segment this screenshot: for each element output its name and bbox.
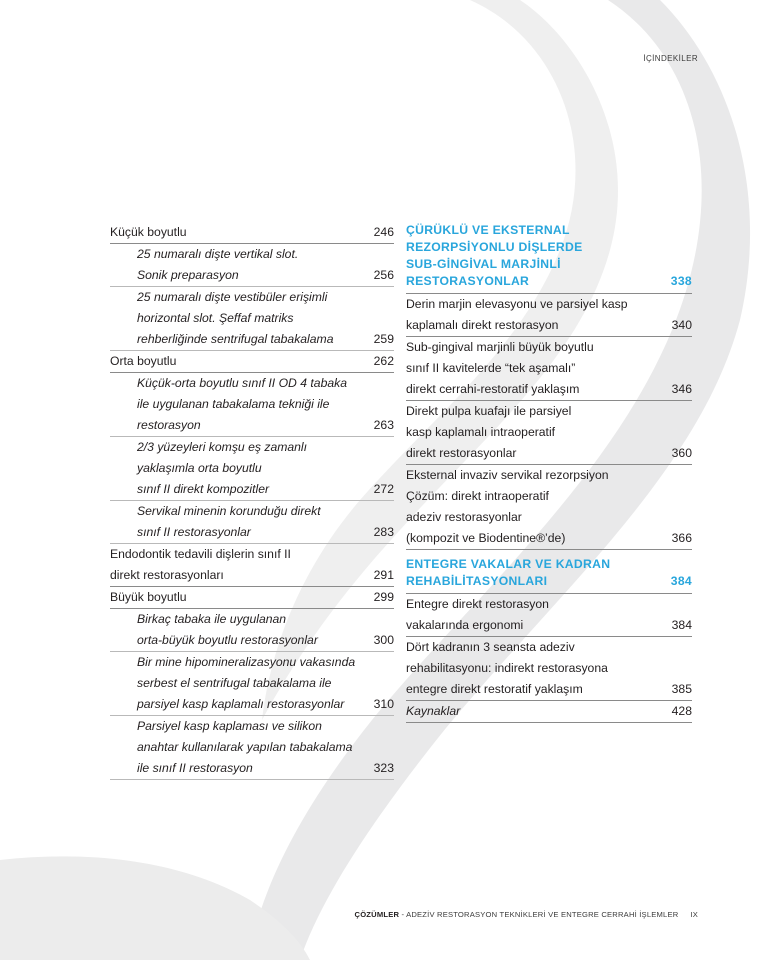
toc-entry[interactable]: [110, 716, 394, 780]
toc-entry-line: Sonik preparasyon: [137, 268, 239, 282]
toc-entry-title: [110, 437, 366, 500]
toc-entry-line: Çözüm: direkt intraoperatif: [406, 489, 549, 503]
toc-entry-title: [110, 287, 366, 350]
toc-entry-title: [406, 465, 664, 549]
toc-entry-line: Servikal minenin korunduğu direkt: [137, 504, 321, 518]
toc-entry-line: yaklaşımla orta boyutlu: [137, 461, 262, 475]
toc-entry[interactable]: [406, 465, 692, 550]
toc-entry-page: 346: [671, 382, 692, 396]
toc-entry-page: 323: [373, 761, 394, 775]
toc-entry-line: anahtar kullanılarak yapılan tabakalama: [137, 740, 353, 754]
toc-entry-line: ile uygulanan tabakalama tekniği ile: [137, 397, 330, 411]
toc-entry-line: direkt restorasyonları: [110, 568, 224, 582]
toc-entry-title: [110, 501, 366, 543]
toc-entry[interactable]: [110, 652, 394, 716]
toc-entry-title: [406, 701, 664, 722]
toc-entry-title: [110, 544, 366, 586]
toc-entry-line: Entegre direkt restorasyon: [406, 597, 549, 611]
toc-entry-line: Eksternal invaziv servikal rezorpsiyon: [406, 468, 609, 482]
toc-entry-line: sınıf II direkt kompozitler: [137, 482, 270, 496]
toc-entry-line: rehberliğinde sentrifugal tabakalama: [137, 332, 334, 346]
toc-entry-line: direkt restorasyonlar: [406, 446, 517, 460]
section-heading-line: ÇÜRÜKLÜ VE EKSTERNAL: [406, 223, 570, 237]
section-heading-page: 338: [670, 274, 692, 288]
toc-entry[interactable]: [110, 373, 394, 437]
toc-entry-line: sınıf II restorasyonlar: [137, 525, 251, 539]
section-heading-line: ENTEGRE VAKALAR VE KADRAN: [406, 557, 611, 571]
toc-entry-line: Sub-gingival marjinli büyük boyutlu: [406, 340, 594, 354]
toc-entry-page: 262: [373, 354, 394, 368]
toc-entry-line: 25 numaralı dişte vertikal slot.: [137, 247, 299, 261]
toc-entry-line: Küçük boyutlu: [110, 225, 187, 239]
footer-subtitle: - ADEZİV RESTORASYON TEKNİKLERİ VE ENTEGRE CERRAHİ İŞLEMLER: [399, 910, 679, 919]
toc-entry-line: sınıf II kavitelerde “tek aşamalı”: [406, 361, 576, 375]
toc-entry-line: adeziv restorasyonlar: [406, 510, 522, 524]
toc-entry-page: 360: [671, 446, 692, 460]
toc-entry[interactable]: [110, 351, 394, 373]
toc-entry-line: horizontal slot. Şeffaf matriks: [137, 311, 294, 325]
toc-entry-line: direkt cerrahi-restoratif yaklaşım: [406, 382, 580, 396]
toc-entry-title: [110, 222, 366, 243]
toc-entry-line: Birkaç tabaka ile uygulanan: [137, 612, 287, 626]
toc-entry-page: 283: [373, 525, 394, 539]
toc-entry-title: [110, 587, 366, 608]
page-footer: [355, 910, 698, 919]
toc-entry-line: serbest el sentrifugal tabakalama ile: [137, 676, 332, 690]
toc-entry-title: [110, 351, 366, 372]
toc-entry[interactable]: [110, 244, 394, 287]
toc-entry-line: Direkt pulpa kuafajı ile parsiyel: [406, 404, 572, 418]
toc-entry-title: [406, 401, 664, 464]
toc-entry[interactable]: [110, 587, 394, 609]
toc-section-heading[interactable]: [406, 556, 692, 594]
page-header: İÇİNDEKİLER: [643, 54, 698, 63]
toc-entry-title: [110, 716, 366, 779]
toc-entry-title: [406, 637, 664, 700]
footer-book-title: ÇÖZÜMLER: [354, 910, 400, 919]
toc-entry-line: entegre direkt restoratif yaklaşım: [406, 682, 583, 696]
toc-entry-line: Bir mine hipomineralizasyonu vakasında: [137, 655, 356, 669]
toc-section-heading[interactable]: [406, 222, 692, 294]
section-heading-line: REZORPSİYONLU DİŞLERDE: [406, 240, 583, 254]
toc-entry-line: orta-büyük boyutlu restorasyonlar: [137, 633, 318, 647]
toc-entry-line: parsiyel kasp kaplamalı restorasyonlar: [137, 697, 345, 711]
toc-entry[interactable]: [110, 609, 394, 652]
toc-entry-page: 272: [373, 482, 394, 496]
toc-entry-line: Derin marjin elevasyonu ve parsiyel kasp: [406, 297, 628, 311]
toc-entry-page: 310: [373, 697, 394, 711]
toc-entry-line: ile sınıf II restorasyon: [137, 761, 253, 775]
toc-entry-line: Orta boyutlu: [110, 354, 177, 368]
toc-entry[interactable]: [110, 437, 394, 501]
toc-entry[interactable]: [406, 401, 692, 465]
toc-entry-title: [110, 244, 366, 286]
toc-entry-line: rehabilitasyonu: indirekt restorasyona: [406, 661, 608, 675]
section-heading-row: [406, 222, 692, 294]
section-heading-line: SUB-GİNGİVAL MARJİNLİ: [406, 257, 561, 271]
toc-entry-page: 299: [373, 590, 394, 604]
toc-entry-title: [406, 294, 664, 336]
toc-entry-line: kaplamalı direkt restorasyon: [406, 318, 559, 332]
toc-entry[interactable]: [406, 294, 692, 337]
toc-entry-line: Küçük-orta boyutlu sınıf II OD 4 tabaka: [137, 376, 348, 390]
section-heading-title: [406, 556, 663, 590]
toc-entry-line: kasp kaplamalı intraoperatif: [406, 425, 556, 439]
section-heading-row: [406, 556, 692, 594]
toc-entry-page: 385: [671, 682, 692, 696]
toc-entry-page: 340: [671, 318, 692, 332]
toc-entry-title: [406, 594, 664, 636]
toc-entry-line: restorasyon: [137, 418, 201, 432]
toc-entry-line: 2/3 yüzeyleri komşu eş zamanlı: [137, 440, 308, 454]
toc-entry[interactable]: [110, 222, 394, 244]
toc-entry-page: 259: [373, 332, 394, 346]
footer-page-number: IX: [690, 910, 698, 919]
section-heading-line: REHABİLİTASYONLARI: [406, 574, 548, 588]
toc-entry-line: vakalarında ergonomi: [406, 618, 524, 632]
toc-entry[interactable]: [110, 501, 394, 544]
toc-entry-title: [110, 609, 366, 651]
toc-right-column: [406, 222, 692, 723]
section-heading-line: RESTORASYONLAR: [406, 274, 530, 288]
toc-left-column: [110, 222, 394, 780]
toc-entry[interactable]: [406, 337, 692, 401]
toc-entry-title: [110, 373, 366, 436]
toc-entry-page: 291: [373, 568, 394, 582]
toc-entry-line: Büyük boyutlu: [110, 590, 187, 604]
section-heading-title: [406, 222, 663, 290]
toc-entry-line: Parsiyel kasp kaplaması ve silikon: [137, 719, 322, 733]
toc-entry[interactable]: [110, 544, 394, 587]
toc-entry-page: 263: [373, 418, 394, 432]
toc-entry[interactable]: [406, 701, 692, 723]
toc-entry[interactable]: [406, 594, 692, 637]
toc-entry-line: Dört kadranın 3 seansta adeziv: [406, 640, 575, 654]
toc-entry-line: Kaynaklar: [406, 704, 461, 718]
toc-entry-page: 366: [671, 531, 692, 545]
toc-entry-line: 25 numaralı dişte vestibüler erişimli: [137, 290, 328, 304]
toc-entry[interactable]: [406, 637, 692, 701]
toc-entry-title: [406, 337, 664, 400]
section-heading-page: 384: [670, 574, 692, 588]
toc-entry-line: (kompozit ve Biodentine®’de): [406, 531, 566, 545]
toc-entry-page: 256: [373, 268, 394, 282]
toc-entry-page: 246: [373, 225, 394, 239]
toc-entry-page: 428: [671, 704, 692, 718]
toc-entry-page: 384: [671, 618, 692, 632]
toc-entry-title: [110, 652, 366, 715]
toc-entry-page: 300: [373, 633, 394, 647]
toc-entry-line: Endodontik tedavili dişlerin sınıf II: [110, 547, 291, 561]
toc-entry[interactable]: [110, 287, 394, 351]
